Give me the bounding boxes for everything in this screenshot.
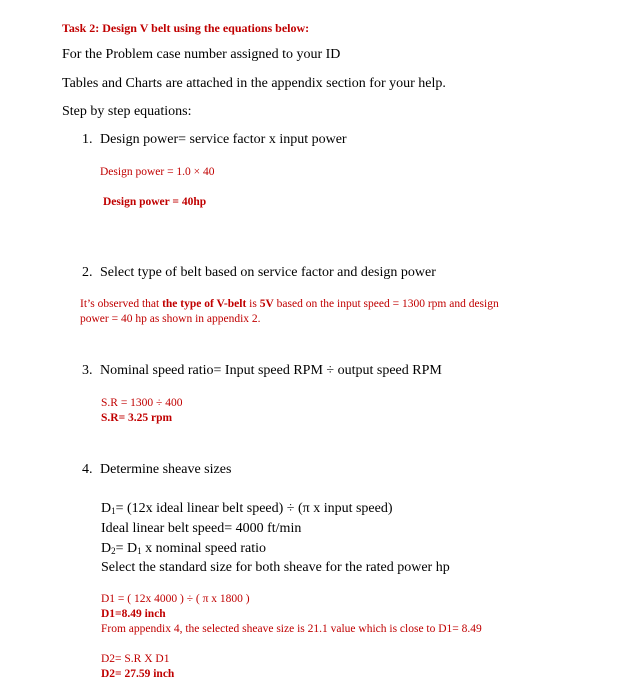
step-4-answer-appendix-note: From appendix 4, the selected sheave size is 21.1 value which is close to D1= 8.49 xyxy=(101,623,482,635)
step-3-title: Nominal speed ratio= Input speed RPM ÷ output speed RPM xyxy=(100,363,442,378)
step-1-number: 1. xyxy=(82,132,93,147)
d1-symbol: D xyxy=(101,501,112,516)
step-1-answer-formula: Design power = 1.0 × 40 xyxy=(100,166,215,178)
step-3-answer-result: S.R= 3.25 rpm xyxy=(101,412,173,424)
step-4-answer-d2-formula: D2= S.R X D1 xyxy=(101,653,170,665)
step-4-number: 4. xyxy=(82,462,93,477)
d2-symbol: D xyxy=(101,541,112,556)
step-3-number: 3. xyxy=(82,363,93,378)
step-2-number: 2. xyxy=(82,265,93,280)
d2-equals-d1: = D xyxy=(115,541,138,556)
step-3-answer-formula: S.R = 1300 ÷ 400 xyxy=(101,397,183,409)
step-4-title: Determine sheave sizes xyxy=(100,462,232,477)
step-4-equation-d2 xyxy=(101,541,266,557)
step-2-heading xyxy=(82,265,436,281)
step-4-instruction: Select the standard size for both sheave for the rated power hp xyxy=(101,560,450,575)
d1-subscript-2: 1 xyxy=(137,546,142,556)
step-2-title: Select type of belt based on service factor and design power xyxy=(100,265,436,280)
intro-line-step-by-step: Step by step equations: xyxy=(62,104,192,119)
step-2-answer-line-2: power = 40 hp as shown in appendix 2. xyxy=(80,313,261,325)
step-4-answer-d2-result: D2= 27.59 inch xyxy=(101,668,175,680)
intro-line-case-number: For the Problem case number assigned to your ID xyxy=(62,47,341,62)
step-2-answer-belt-type-label: the type of V-belt xyxy=(162,298,247,310)
intro-line-appendix: Tables and Charts are attached in the appendix section for your help. xyxy=(62,76,446,91)
step-2-answer-text-c: is xyxy=(246,298,260,310)
step-1-heading xyxy=(82,132,347,148)
step-4-answer-d1-formula: D1 = ( 12x 4000 ) ÷ ( π x 1800 ) xyxy=(101,593,250,605)
d1-expression: = (12x ideal linear belt speed) ÷ (π x input speed) xyxy=(115,501,393,516)
step-4-heading xyxy=(82,462,231,478)
step-2-answer-belt-type-value: 5V xyxy=(259,298,274,310)
task-title: Task 2: Design V belt using the equations below: xyxy=(62,21,310,35)
step-4-answer-d1-result: D1=8.49 inch xyxy=(101,608,166,620)
d1-subscript: 1 xyxy=(111,506,116,516)
step-1-answer-result: Design power = 40hp xyxy=(103,196,207,208)
step-4-equation-d1 xyxy=(101,501,393,517)
step-2-answer-text-a: It’s observed that xyxy=(80,298,163,310)
d2-expression: x nominal speed ratio xyxy=(141,541,267,556)
step-2-answer-line-1 xyxy=(80,298,499,310)
step-1-title: Design power= service factor x input power xyxy=(100,132,347,147)
step-2-answer-text-e: based on the input speed = 1300 rpm and design xyxy=(273,298,499,310)
d2-subscript: 2 xyxy=(111,546,116,556)
step-3-heading xyxy=(82,363,442,379)
step-4-equation-belt-speed: Ideal linear belt speed= 4000 ft/min xyxy=(101,521,302,536)
